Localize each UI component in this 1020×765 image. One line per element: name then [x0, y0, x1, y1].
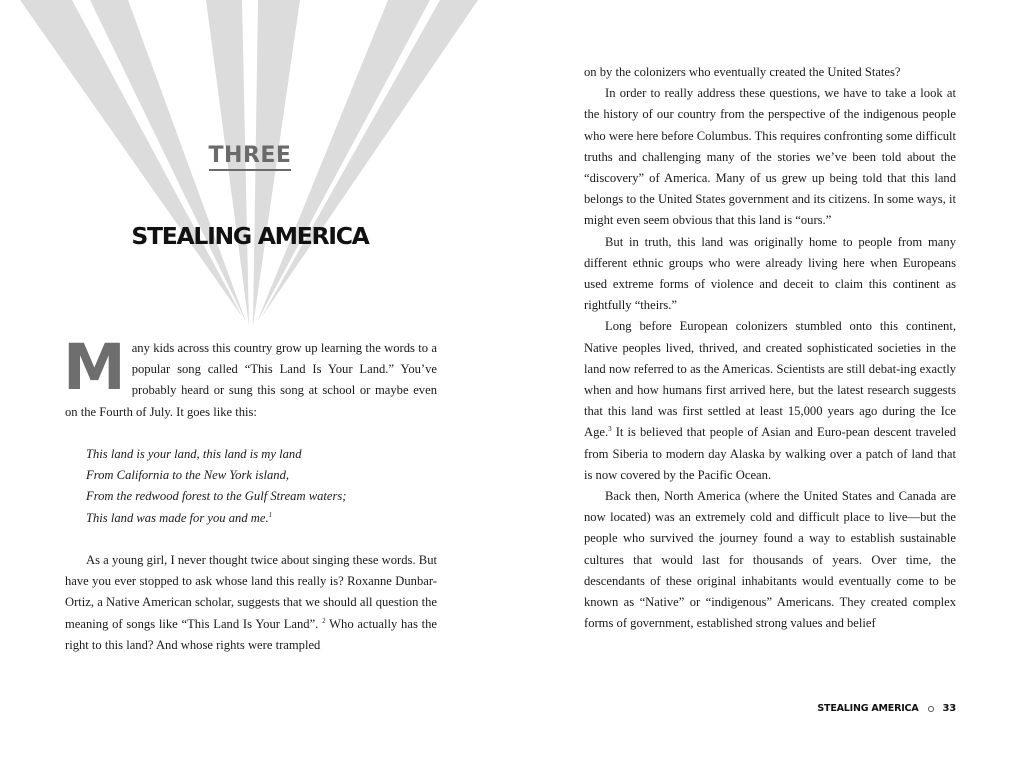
paragraph-2: [65, 550, 437, 656]
opening-paragraph-block: [63, 331, 437, 423]
right-paragraph-1: on by the colonizers who eventually created the United States?: [584, 65, 901, 79]
song-lyrics: [86, 444, 426, 529]
right-page-text: [584, 62, 956, 634]
chapter-number-text: THREE: [209, 143, 292, 171]
right-paragraph-4-text-b: It is believed that people of Asian and Euro-pean descent traveled from Siberia to modern day Alaska by walking over a patch of land that is now covered by the Pacific Ocean.: [584, 425, 956, 482]
paragraph-2-text-b: Who actually has the right to this land? And whose rights were trampled: [65, 616, 437, 652]
lyric-line-2: From California to the New York island,: [86, 468, 290, 483]
page-footer: [817, 703, 956, 714]
running-head: STEALING AMERICA: [817, 703, 919, 714]
paragraph-2-text-a: As a young girl, I never thought twice about singing these words. But have you ever stopped to ask whose land this really is? Roxanne Dunbar-Ortiz, a Native American scholar, suggests that we should all question the meaning of songs like “This Land Is Your Land”.: [65, 553, 437, 631]
lyric-line-4-wrap: [86, 508, 426, 529]
footnote-ref-1: 1: [268, 510, 273, 519]
lyric-line-1: This land is your land, this land is my land: [86, 447, 302, 461]
lyric-line-3: From the redwood forest to the Gulf Stream waters;: [86, 489, 347, 504]
right-paragraph-3: But in truth, this land was originally home to people from many different ethnic groups who were already living here when Europeans used extreme forms of violence and deceit to claim this continent as rightfully “theirs.”: [584, 234, 956, 313]
chapter-number: [150, 143, 350, 168]
right-paragraph-2: In order to really address these questions, we have to take a look at the history of our country from the perspective of the indigenous people who were here before Columbus. This requires confronting some difficult truths and challenging many of the stories we’ve been told about the “discovery” of America. Many of us grew up being told that this land belongs to the United States government and its citizens. In some ways, it might even seem obvious that this land is “ours.”: [584, 86, 956, 228]
opening-paragraph: any kids across this country grow up learning the words to a popular song called “This Land Is Your Land.” You’ve probably heard or sung this song at school or maybe even on the Fourth of July. It goes like this:: [65, 341, 437, 419]
lyric-line-4: This land was made for you and me.: [86, 510, 269, 525]
paragraph-2-block: [65, 550, 437, 656]
right-paragraph-4-text-a: Long before European colonizers stumbled onto this continent, Native peoples lived, thrived, and created sophisticated societies in the land now referred to as the Americas. Scientists are still debat-ing exactly when and how humans first arrived here, but the latest research suggests that this land was first settled at least 15,000 years ago during the Ice Age.: [584, 319, 956, 440]
footnote-ref-2: 2: [322, 616, 326, 625]
footnote-ref-3: 3: [608, 425, 612, 434]
chapter-title: STEALING AMERICA: [131, 222, 369, 250]
drop-cap: M: [63, 331, 126, 404]
right-paragraph-4: [584, 316, 956, 486]
right-paragraph-5: Back then, North America (where the United States and Canada are now located) was an extremely cold and difficult place to live—but the people who survived the journey found a way to establish sustainable cultures that would last for thousands of years. Over time, the descendants of these original inhabitants would eventually come to be known as “Native” or “indigenous” Americans. They created complex forms of government, established strong values and belief: [584, 489, 956, 631]
separator-circle-icon: [928, 706, 934, 712]
page-number: 33: [942, 703, 956, 714]
